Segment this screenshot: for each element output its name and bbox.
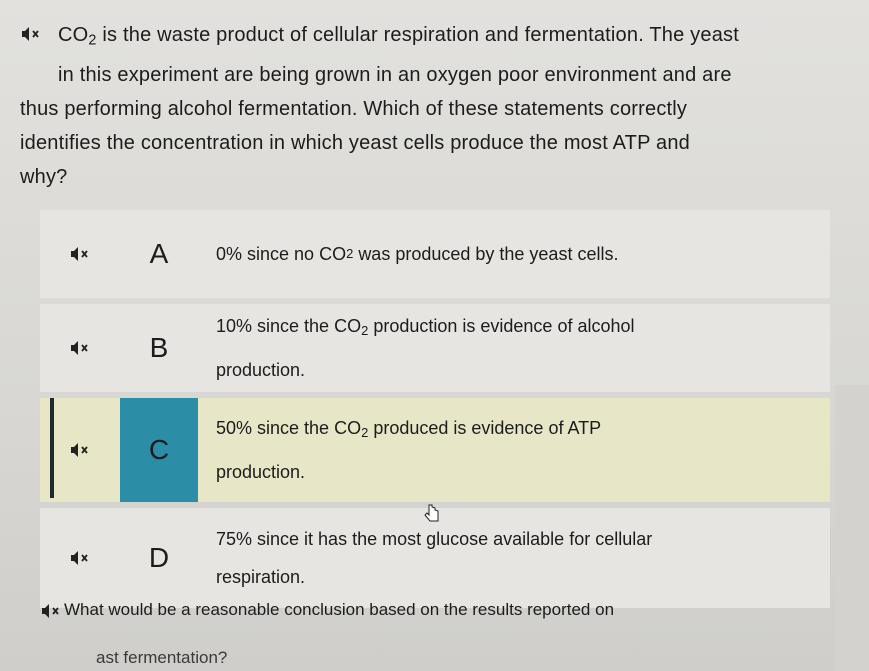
option-letter: C (120, 398, 198, 502)
next-question-text: What would be a reasonable conclusion based on the results reported on (64, 600, 615, 619)
speaker-muted-icon[interactable] (40, 210, 120, 298)
question-line-3: thus performing alcohol fermentation. Which of these statements correctly (20, 97, 688, 120)
option-letter: B (120, 304, 198, 392)
option-text: 75% since it has the most glucose available for cellular respiration. (198, 508, 830, 608)
option-text: 50% since the $CO_2$ produced is evidence of ATP production. (198, 398, 830, 502)
selection-indicator (50, 398, 54, 498)
question-line-4: identifies the concentration in which yeast cells produce the most ATP and (20, 131, 690, 154)
option-text: 0% since no CO 2 was produced by the yeast cells. (198, 210, 830, 298)
next-question-cutoff-text: ast fermentation? (96, 648, 228, 667)
option-letter: D (120, 508, 198, 608)
question-line-1: is the waste product of cellular respiration and fermentation. The yeast (102, 24, 739, 46)
answer-options (40, 210, 830, 614)
cursor-hand-icon (424, 503, 440, 528)
question-line-2: in this experiment are being grown in an oxygen poor environment and are (58, 63, 732, 86)
answer-option-a[interactable] (40, 210, 830, 298)
option-text: 10% since the $CO_2$ production is evidence of alcohol production. (198, 304, 830, 392)
speaker-muted-icon[interactable] (40, 508, 120, 608)
answer-option-b[interactable] (40, 304, 830, 392)
question-line-5: why? (20, 165, 68, 188)
speaker-muted-icon[interactable] (40, 304, 120, 392)
edge-shadow (835, 385, 869, 671)
question-text: $CO_2$ is the waste product of cellular respiration and fermentation. The yeast in this experiment are being grown in an oxygen poor environment and are thus performing alcohol fermentation. Which of these statements correctly identifies the concentration in which yeast cells produce the most ATP and why? (20, 18, 840, 194)
option-letter: A (120, 210, 198, 298)
answer-option-c-selected[interactable] (40, 398, 830, 502)
speaker-muted-icon[interactable] (42, 604, 56, 618)
